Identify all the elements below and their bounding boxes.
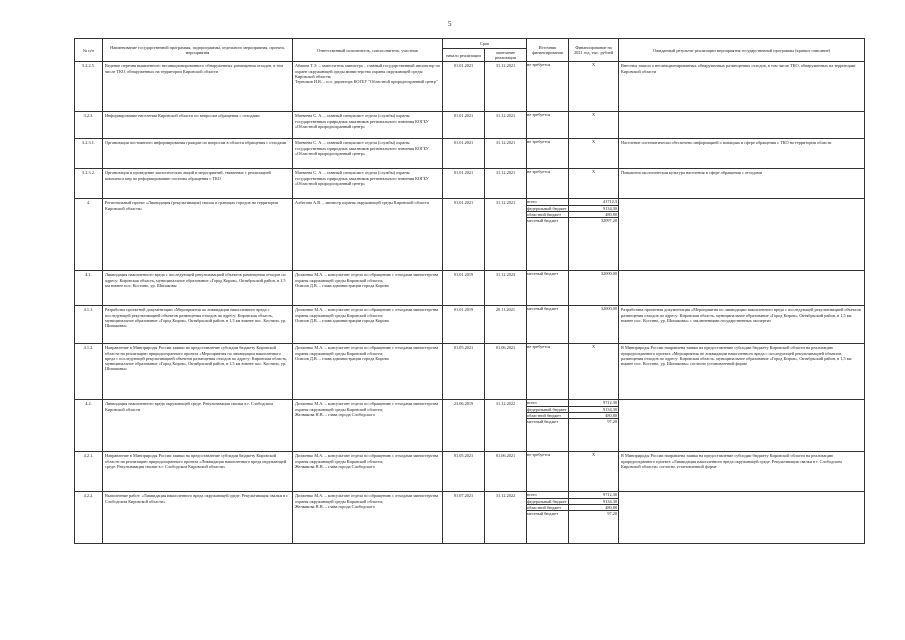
row-name: Направление в Минприроды России заявки на предоставление субсидии бюджету Кировской области на реализацию природоохранного проекта «Ликвидация накопленного вреда окружающей среде. Рекультивация свалки в г. Слободском Кировской области» [103, 452, 293, 492]
row-result [619, 112, 865, 139]
funding-value: 41712,3 [603, 199, 618, 205]
funding-value: 32000,00 [600, 306, 618, 312]
funding-value: 480,80 [569, 211, 618, 217]
funding-source-label: местный бюджет [527, 271, 559, 277]
row-source [527, 62, 569, 112]
row-num: 4.1.1. [75, 306, 103, 344]
row-funding [569, 452, 619, 492]
row-start: 01.01.2021 [443, 62, 485, 112]
table-row [75, 306, 865, 344]
row-num: 3.2.3. [75, 112, 103, 139]
row-source [527, 112, 569, 139]
table-header [75, 39, 865, 62]
funding-source-label: областной бюджет [527, 412, 568, 418]
row-funding [569, 400, 619, 452]
row-end: 31.12.2021 [485, 112, 527, 139]
table-row [75, 344, 865, 400]
funding-source-label: областной бюджет [527, 211, 568, 217]
table-row [75, 199, 865, 271]
funding-source-label: федеральный бюджет [527, 205, 567, 211]
funding-source-label: всего [527, 400, 537, 406]
header-funding: Финансирование на 2021 год, тыс. рублей [569, 39, 619, 62]
row-name: Ликвидация накопленного вреда с последующей рекультивацией объектов размещения отходов по адресу: Кировская область, муниципальное образование «Город Киров», Октябрьский район, в 1,5 км южнее пос. Костино, ур. Шипаковы [103, 271, 293, 306]
row-source [527, 492, 569, 544]
row-start: 01.01.2021 [443, 169, 485, 199]
row-source [527, 452, 569, 492]
row-source [527, 271, 569, 306]
row-executor: Долженко М.А. – консультант отдела по обращению с отходами министерства охраны окружающей среды Кировской области; Осипов Д.В. – глава администрации города Кирова [293, 271, 443, 306]
row-executor: Долженко М.А. – консультант отдела по обращению с отходами министерства охраны окружающей среды Кировской области; Осипов Д.В. – глава администрации города Кирова [293, 344, 443, 400]
table-row [75, 492, 865, 544]
row-source [527, 169, 569, 199]
row-start: 01.05.2021 [443, 452, 485, 492]
row-source [527, 344, 569, 400]
funding-value: 9134,30 [569, 406, 618, 412]
row-num: 3.2.3.2. [75, 169, 103, 199]
row-end: 31.12.2023 [485, 271, 527, 306]
row-num: 4. [75, 199, 103, 271]
row-end: 31.12.2022 [485, 492, 527, 544]
header-term: Срок [443, 39, 527, 49]
row-result: В Минприроды России направлена заявка на предоставление субсидии бюджету Кировской области на реализацию природоохранного проекта «Ликвидация накопленного вреда окружающей среде. Рекультивация свалки в г. Слободском Кировской области» согласно установленной форме [619, 452, 865, 492]
row-num: 4.2. [75, 400, 103, 452]
row-result [619, 492, 865, 544]
funding-value: X [591, 112, 596, 118]
row-result [619, 199, 865, 271]
row-name: Информирование населения Кировской области по вопросам обращения с отходами [103, 112, 293, 139]
row-name: Ведение перечня выявленного несанкционированного обнаруженных размещения отходов, в том числе ТКО, обнаруженных на территории Кировской области [103, 62, 293, 112]
row-funding [569, 139, 619, 169]
funding-value: X [591, 344, 596, 350]
funding-source-label: местный бюджет [527, 218, 568, 224]
row-name: Ликвидация накопленного вреда окружающей среде. Рекультивация свалки в г. Слободском Кировской области [103, 400, 293, 452]
row-result: Повышена экологическая культура населения в сфере обращения с отходами [619, 169, 865, 199]
funding-value: 32097,20 [569, 218, 618, 224]
table-row [75, 452, 865, 492]
table-row [75, 139, 865, 169]
row-name: Организация постоянного информирования граждан по вопросам в области обращения с отходами [103, 139, 293, 169]
funding-value: 9134,30 [569, 205, 618, 211]
funding-value: 97,20 [569, 419, 618, 425]
funding-source-label: местный бюджет [527, 511, 568, 517]
row-start: 01.01.2021 [443, 139, 485, 169]
row-num: 3.2.3.1. [75, 139, 103, 169]
funding-value: X [591, 452, 596, 458]
row-funding [569, 492, 619, 544]
funding-value: X [591, 139, 596, 145]
row-num: 4.2.1. [75, 452, 103, 492]
header-executor: Ответственный исполнитель, соисполнитель, участник [293, 39, 443, 62]
row-num: 3.2.2.5. [75, 62, 103, 112]
row-funding [569, 306, 619, 344]
row-end: 01.06.2021 [485, 344, 527, 400]
funding-source-label: местный бюджет [527, 306, 559, 312]
funding-value: 480,80 [569, 412, 618, 418]
row-result: Разработана проектная документация «Мероприятия по ликвидации накопленного вреда с последующей рекультивацией объектов размещения отходов по адресу: Кировская область, муниципальное образование «Город Киров», Октябрьский район, в 1,5 км южнее пос. Костино, ур. Шипаковы» с заключениями государственных экспертиз [619, 306, 865, 344]
row-name: Направление в Минприроды России заявки на предоставление субсидии бюджету Кировской области на реализацию природоохранного проекта «Мероприятия по ликвидации накопленного вреда с последующей рекультивацией объектов размещения отходов по адресу: Кировская область, муниципальное образование «Город Киров», Октябрьский район, в 1,5 км южнее пос. Костино, ур. Шипаковы» [103, 344, 293, 400]
row-result [619, 271, 865, 306]
funding-source-label: не требуется [527, 62, 551, 68]
row-name: Организация и проведение экологических акций и мероприятий, связанных с реализацией комплекса мер по реформированию системы обращения с ТКО [103, 169, 293, 199]
row-result: Внесены записи о несанкционированных обнаруженных размещениях отходов, в том числе ТКО, обнаруженных на территории Кировской области [619, 62, 865, 112]
funding-value: 480,80 [569, 504, 618, 510]
row-funding [569, 344, 619, 400]
header-source: Источник финансирования [527, 39, 569, 62]
row-end: 31.12.2021 [485, 62, 527, 112]
row-num: 4.1.2. [75, 344, 103, 400]
row-funding [569, 169, 619, 199]
row-funding [569, 62, 619, 112]
funding-source-label: не требуется [527, 112, 551, 118]
row-start: 01.07.2021 [443, 492, 485, 544]
row-source [527, 306, 569, 344]
funding-source-label: не требуется [527, 169, 551, 175]
funding-source-label: всего [527, 199, 537, 205]
header-start: начало реализации [443, 49, 485, 62]
funding-source-label: не требуется [527, 139, 551, 145]
row-funding [569, 199, 619, 271]
row-name: Выполнение работ: «Ликвидация накопленного вреда окружающей среде. Рекультивация свалки в г. Слободском Кировской области» [103, 492, 293, 544]
row-end: 31.12.2022 [485, 400, 527, 452]
table-row [75, 112, 865, 139]
funding-source-label: федеральный бюджет [527, 498, 567, 504]
funding-value: 32000,00 [600, 271, 618, 277]
funding-source-label: всего [527, 492, 537, 498]
row-num: 4.1. [75, 271, 103, 306]
row-executor: Долженко М.А. – консультант отдела по обращению с отходами министерства охраны окружающей среды Кировской области; Желвакова Н.В. – глава города Слободского [293, 492, 443, 544]
header-end: окончание реализации [485, 49, 527, 62]
row-result: Население систематически обеспечено информацией о новациях в сфере обращения с ТКО на территории области [619, 139, 865, 169]
funding-source-label: федеральный бюджет [527, 406, 567, 412]
funding-source-label: не требуется [527, 344, 551, 350]
row-funding [569, 112, 619, 139]
row-name: Разработка проектной документации «Мероприятия по ликвидации накопленного вреда с последующей рекультивацией объектов размещения отходов по адресу: Кировская область, муниципальное образование «Город Киров», Октябрьский район, в 1,5 км южнее пос. Костино, ур. Шипаковы» [103, 306, 293, 344]
row-source [527, 400, 569, 452]
header-num: № п/п [75, 39, 103, 62]
funding-source-label: местный бюджет [527, 419, 568, 425]
row-executor: Долженко М.А. – консультант отдела по обращению с отходами министерства охраны окружающей среды Кировской области; Желвакова Н.В. – глава города Слободского [293, 452, 443, 492]
program-table [74, 38, 865, 544]
row-result [619, 400, 865, 452]
table-row [75, 169, 865, 199]
row-executor: Абашев Т.Э. – заместитель министра – главный государственный инспектор по охране окружающей среды министерства охраны окружающей среды Кировской области; Терешков И.В. – и.о. директора КОГБУ "Областной природоохранный центр" [293, 62, 443, 112]
row-executor: Албегова А.В. – министр охраны окружающей среды Кировской области [293, 199, 443, 271]
row-funding [569, 271, 619, 306]
row-start: 01.05.2021 [443, 344, 485, 400]
row-start: 23.06.2019 [443, 400, 485, 452]
table-body [75, 62, 865, 544]
funding-value: 9712,30 [603, 400, 618, 406]
funding-source-label: не требуется [527, 452, 551, 458]
row-executor: Матвеева С. А. – главный специалист отдела (службы) охраны государственных природных заказников регионального значения КОГБУ «Областной природоохранный центр» [293, 169, 443, 199]
row-start: 01.01.2021 [443, 199, 485, 271]
table-row [75, 400, 865, 452]
row-end: 20.11.2021 [485, 306, 527, 344]
row-end: 31.12.2021 [485, 169, 527, 199]
table-row [75, 62, 865, 112]
row-source [527, 139, 569, 169]
row-end: 31.12.2021 [485, 199, 527, 271]
funding-value: X [591, 62, 596, 68]
page-number: 5 [448, 20, 452, 28]
row-end: 31.12.2021 [485, 139, 527, 169]
row-start: 01.01.2019 [443, 271, 485, 306]
funding-value: 9134,30 [569, 498, 618, 504]
funding-value: 9712,30 [603, 492, 618, 498]
row-num: 4.2.2. [75, 492, 103, 544]
funding-value: X [591, 169, 596, 175]
table-row [75, 271, 865, 306]
header-result: Ожидаемый результат реализации мероприятия государственной программы (краткое описание) [619, 39, 865, 62]
row-source [527, 199, 569, 271]
row-start: 01.01.2019 [443, 306, 485, 344]
row-executor: Долженко М.А. – консультант отдела по обращению с отходами министерства охраны окружающей среды Кировской области; Осипов Д.В. – глава администрации города Кирова [293, 306, 443, 344]
row-result: В Минприроды России направлена заявка на предоставление субсидии бюджету Кировской области на реализацию природоохранного проекта «Мероприятия по ликвидации накопленного вреда с последующей рекультивацией объектов размещения отходов по адресу: Кировская область, муниципальное образование «Город Киров», Октябрьский район, в 1,5 км южнее пос. Костино, ур. Шипаковы» согласно установленной форме [619, 344, 865, 400]
row-start: 01.01.2021 [443, 112, 485, 139]
row-end: 01.06.2021 [485, 452, 527, 492]
funding-source-label: областной бюджет [527, 504, 568, 510]
funding-value: 97,20 [569, 511, 618, 517]
row-executor: Долженко М.А. – консультант отдела по обращению с отходами министерства охраны окружающей среды Кировской области; Желвакова Н.В. – глава города Слободского [293, 400, 443, 452]
header-name: Наименование государственной программы, подпрограммы, отдельного мероприятия, проекта, мероприятия [103, 39, 293, 62]
row-executor: Матвеева С. А. – главный специалист отдела (службы) охраны государственных природных заказников регионального значения КОГБУ «Областной природоохранный центр» [293, 139, 443, 169]
row-name: Региональный проект «Ликвидация (рекультивация) свалок в границах городов на территории Кировской области» [103, 199, 293, 271]
row-executor: Матвеева С. А. – главный специалист отдела (службы) охраны государственных природных заказников регионального значения КОГБУ «Областной природоохранный центр» [293, 112, 443, 139]
